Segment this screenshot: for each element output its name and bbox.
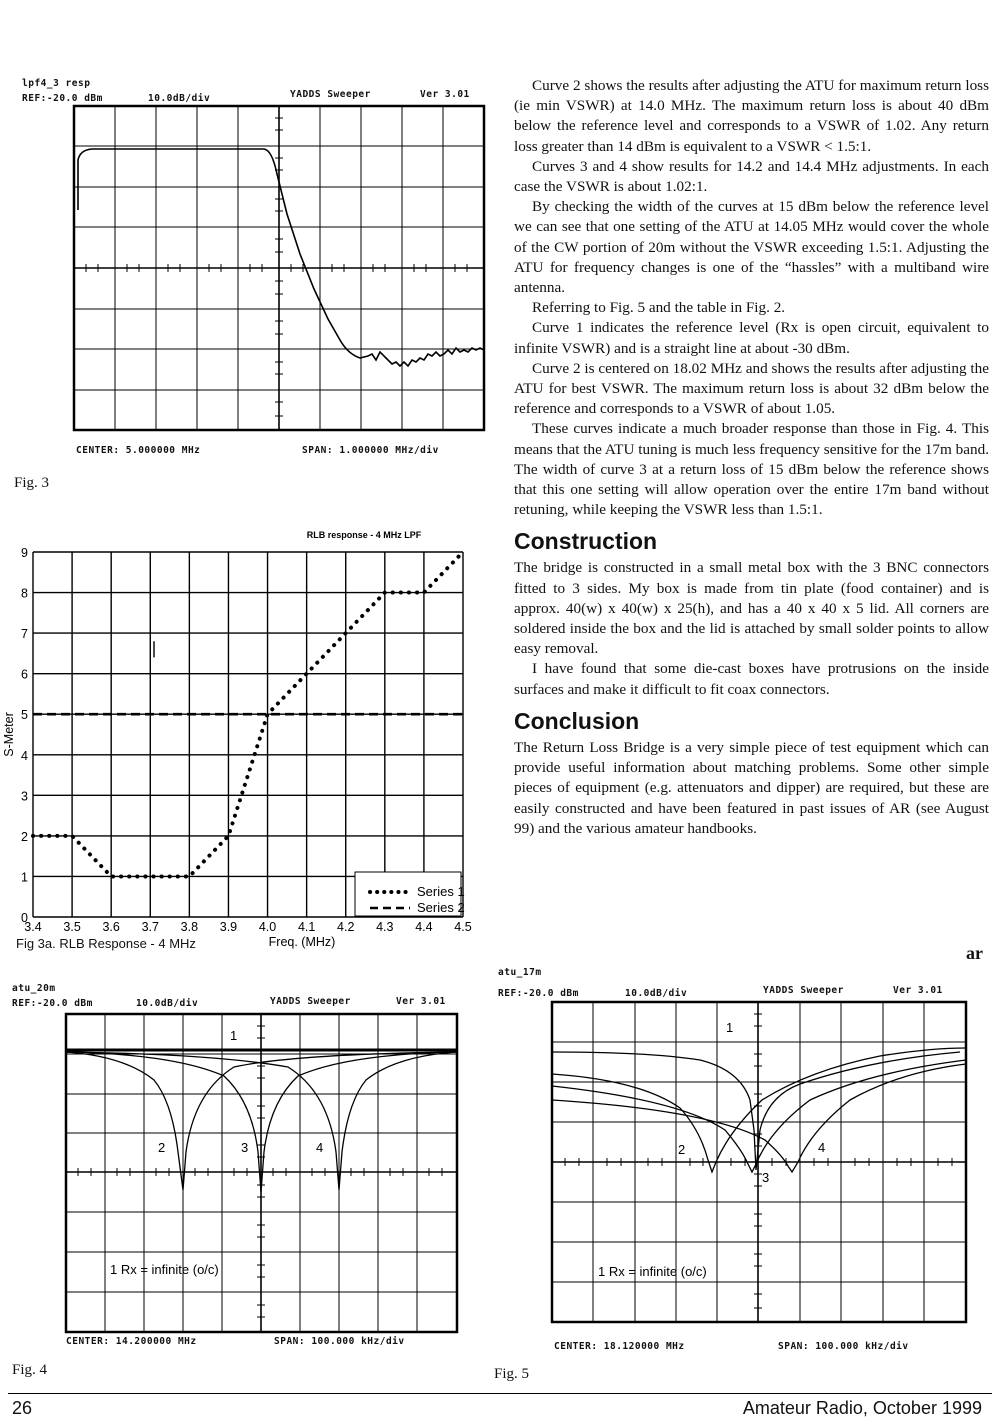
fig3-plot — [72, 104, 488, 434]
y-tick-label: 9 — [21, 546, 28, 560]
fig5-label-3: 3 — [762, 1170, 770, 1185]
fig3-caption: Fig. 3 — [14, 475, 50, 491]
end-mark: ar — [966, 943, 983, 963]
fig3-ref-level: REF:-20.0 dBm — [22, 93, 103, 104]
magazine-issue: Amateur Radio, October 1999 — [742, 1398, 982, 1418]
x-tick-label: 3.6 — [102, 920, 120, 934]
fig4-note: 1 Rx = infinite (o/c) — [110, 1262, 219, 1277]
y-tick-label: 1 — [21, 870, 28, 885]
y-tick-label: 4 — [21, 748, 28, 763]
para-fig5-ref: Referring to Fig. 5 and the table in Fig. 2. — [532, 299, 786, 317]
x-tick-label: 3.9 — [219, 920, 238, 934]
fig3-axis-ticks — [86, 118, 467, 416]
fig4-label-2: 2 — [158, 1140, 166, 1155]
x-tick-label: 4.4 — [415, 920, 433, 934]
y-tick-label: 7 — [21, 627, 28, 642]
fig4-label-3: 3 — [241, 1140, 249, 1155]
fig4-label-4: 4 — [316, 1140, 324, 1155]
fig4-filename: atu_20m — [12, 983, 56, 994]
fig5-curve-4 — [552, 1064, 966, 1172]
fig4-app-name: YADDS Sweeper — [270, 996, 351, 1007]
y-tick-label: 0 — [21, 911, 28, 925]
x-axis-label: Freq. (MHz) — [268, 935, 336, 949]
fig4-caption: Fig. 4 — [12, 1362, 48, 1378]
fig5-plot — [550, 1000, 970, 1325]
fig5-curve-1 — [552, 1052, 960, 1170]
fig4-span: SPAN: 100.000 kHz/div — [274, 1336, 405, 1347]
fig3a-caption: Fig 3a. RLB Response - 4 MHz — [16, 936, 196, 951]
fig5-filename: atu_17m — [498, 967, 542, 978]
fig5-curve-2 — [552, 1048, 966, 1172]
fig5-label-1: 1 — [726, 1020, 734, 1035]
fig5-app-name: YADDS Sweeper — [763, 985, 844, 996]
y-tick-label: 6 — [21, 667, 28, 682]
x-tick-label: 3.5 — [63, 920, 81, 934]
fig3-grid — [74, 106, 484, 430]
y-tick-label: 3 — [21, 789, 28, 804]
fig5-center: CENTER: 18.120000 MHz — [554, 1341, 685, 1352]
x-tick-label: 4.1 — [297, 920, 316, 934]
para-broad-response: These curves indicate a much broader response than those in Fig. 4. This means that the ATU tuning is much less frequency sensitive for the 17m band. The width of curve 3 at a return loss of 15 dBm below the reference shows that this one setting will allow operation over the entire 17m band without retuning, while keeping the VSWR less than 1.5:1. — [514, 420, 989, 519]
x-tick-label: 3.7 — [141, 920, 159, 934]
fig4-ref-level: REF:-20.0 dBm — [12, 998, 93, 1009]
fig4-center: CENTER: 14.200000 MHz — [66, 1336, 197, 1347]
fig5-note: 1 Rx = infinite (o/c) — [598, 1264, 707, 1279]
legend-series-1-label: Series 1 — [417, 884, 465, 899]
fig5-span: SPAN: 100.000 kHz/div — [778, 1341, 909, 1352]
para-curves34: Curves 3 and 4 show results for 14.2 and 14.4 MHz adjustments. In each case the VSWR is about 1.02:1. — [514, 157, 989, 196]
x-tick-label: 4.3 — [376, 920, 394, 934]
heading-conclusion: Conclusion — [514, 707, 640, 734]
fig3-response-curve — [78, 149, 484, 366]
fig5-label-4: 4 — [818, 1140, 826, 1155]
y-axis-label: S-Meter — [2, 712, 16, 757]
fig3-version: Ver 3.01 — [420, 89, 470, 100]
heading-construction: Construction — [514, 528, 658, 555]
fig4-label-1: 1 — [230, 1028, 238, 1043]
fig3a-chart — [0, 522, 495, 954]
article-column — [514, 76, 989, 839]
page-number: 26 — [12, 1398, 33, 1418]
fig5-label-2: 2 — [678, 1142, 686, 1157]
fig3-filename: lpf4_3 resp — [22, 78, 91, 89]
x-tick-label: 4.5 — [454, 920, 472, 934]
x-tick-label: 4.0 — [258, 920, 277, 934]
y-tick-label: 5 — [21, 708, 28, 723]
para-fig5-curve2: Curve 2 is centered on 18.02 MHz and shows the results after adjusting the ATU for best VSWR. The maximum return loss is about 32 dBm below the reference and corresponds to a VSWR of about 1.05. — [514, 359, 989, 418]
y-tick-label: 2 — [21, 829, 28, 844]
fig5-version: Ver 3.01 — [893, 985, 943, 996]
para-diecast: I have found that some die-cast boxes have protrusions on the inside surfaces and make it difficult to fit coax connectors. — [514, 660, 989, 698]
y-tick-label: 8 — [21, 586, 28, 601]
fig4-plot — [64, 1012, 460, 1334]
legend-series-2-label: Series 2 — [417, 900, 465, 915]
fig5-caption: Fig. 5 — [494, 1366, 530, 1382]
fig5-ref-level: REF:-20.0 dBm — [498, 988, 579, 999]
fig3-scale: 10.0dB/div — [148, 93, 211, 104]
fig3-span: SPAN: 1.000000 MHz/div — [302, 445, 439, 456]
x-tick-label: 3.4 — [24, 920, 42, 934]
para-fig5-curve1: Curve 1 indicates the reference level (Rx is open circuit, equivalent to infinite VSWR) and is a straight line at about -30 dBm. — [514, 319, 989, 357]
fig4-scale: 10.0dB/div — [136, 998, 199, 1009]
chart-title: RLB response - 4 MHz LPF — [306, 530, 422, 540]
para-conclusion: The Return Loss Bridge is a very simple piece of test equipment which can provide useful information about matching problems. Some other simple pieces of equipment (e.g. attenuators and dipper) are required, but these are easily constructed and have been featured in past issues of AR (see August 99) and the various amateur handbooks. — [514, 738, 989, 837]
fig3-app-name: YADDS Sweeper — [290, 89, 371, 100]
fig5-scale: 10.0dB/div — [625, 988, 688, 999]
footer-rule — [8, 1393, 992, 1394]
para-width-check: By checking the width of the curves at 15 dBm below the reference level we can see that one setting of the ATU at 14.05 MHz would cover the whole of the CW portion of 20m without the VSWR exceeding 1.5:1. Adjusting the ATU for frequency changes is one of the “hassles” with a multiband wire antenna. — [514, 198, 989, 297]
fig3-center: CENTER: 5.000000 MHz — [76, 445, 201, 456]
x-tick-label: 3.8 — [180, 920, 199, 934]
para-construction: The bridge is constructed in a small metal box with the 3 BNC connectors fitted to 3 sides. My box is made from tin plate (food container) and is approx. 40(w) x 40(w) x 25(h), and has a 40 x 40 x 5 lid. All corners are soldered inside the box and the lid is attached by small solder points to allow easy removal. — [514, 559, 989, 658]
x-tick-label: 4.2 — [337, 920, 355, 934]
para-curve2: Curve 2 shows the results after adjusting the ATU for maximum return loss (ie min VSWR) at 14.0 MHz. The maximum return loss is about 40 dBm below the reference level and corresponds to a VSWR of 1.02. Any return loss greater than 14 dBm is equivalent to a VSWR < 1.5:1. — [514, 77, 989, 155]
fig4-version: Ver 3.01 — [396, 996, 446, 1007]
